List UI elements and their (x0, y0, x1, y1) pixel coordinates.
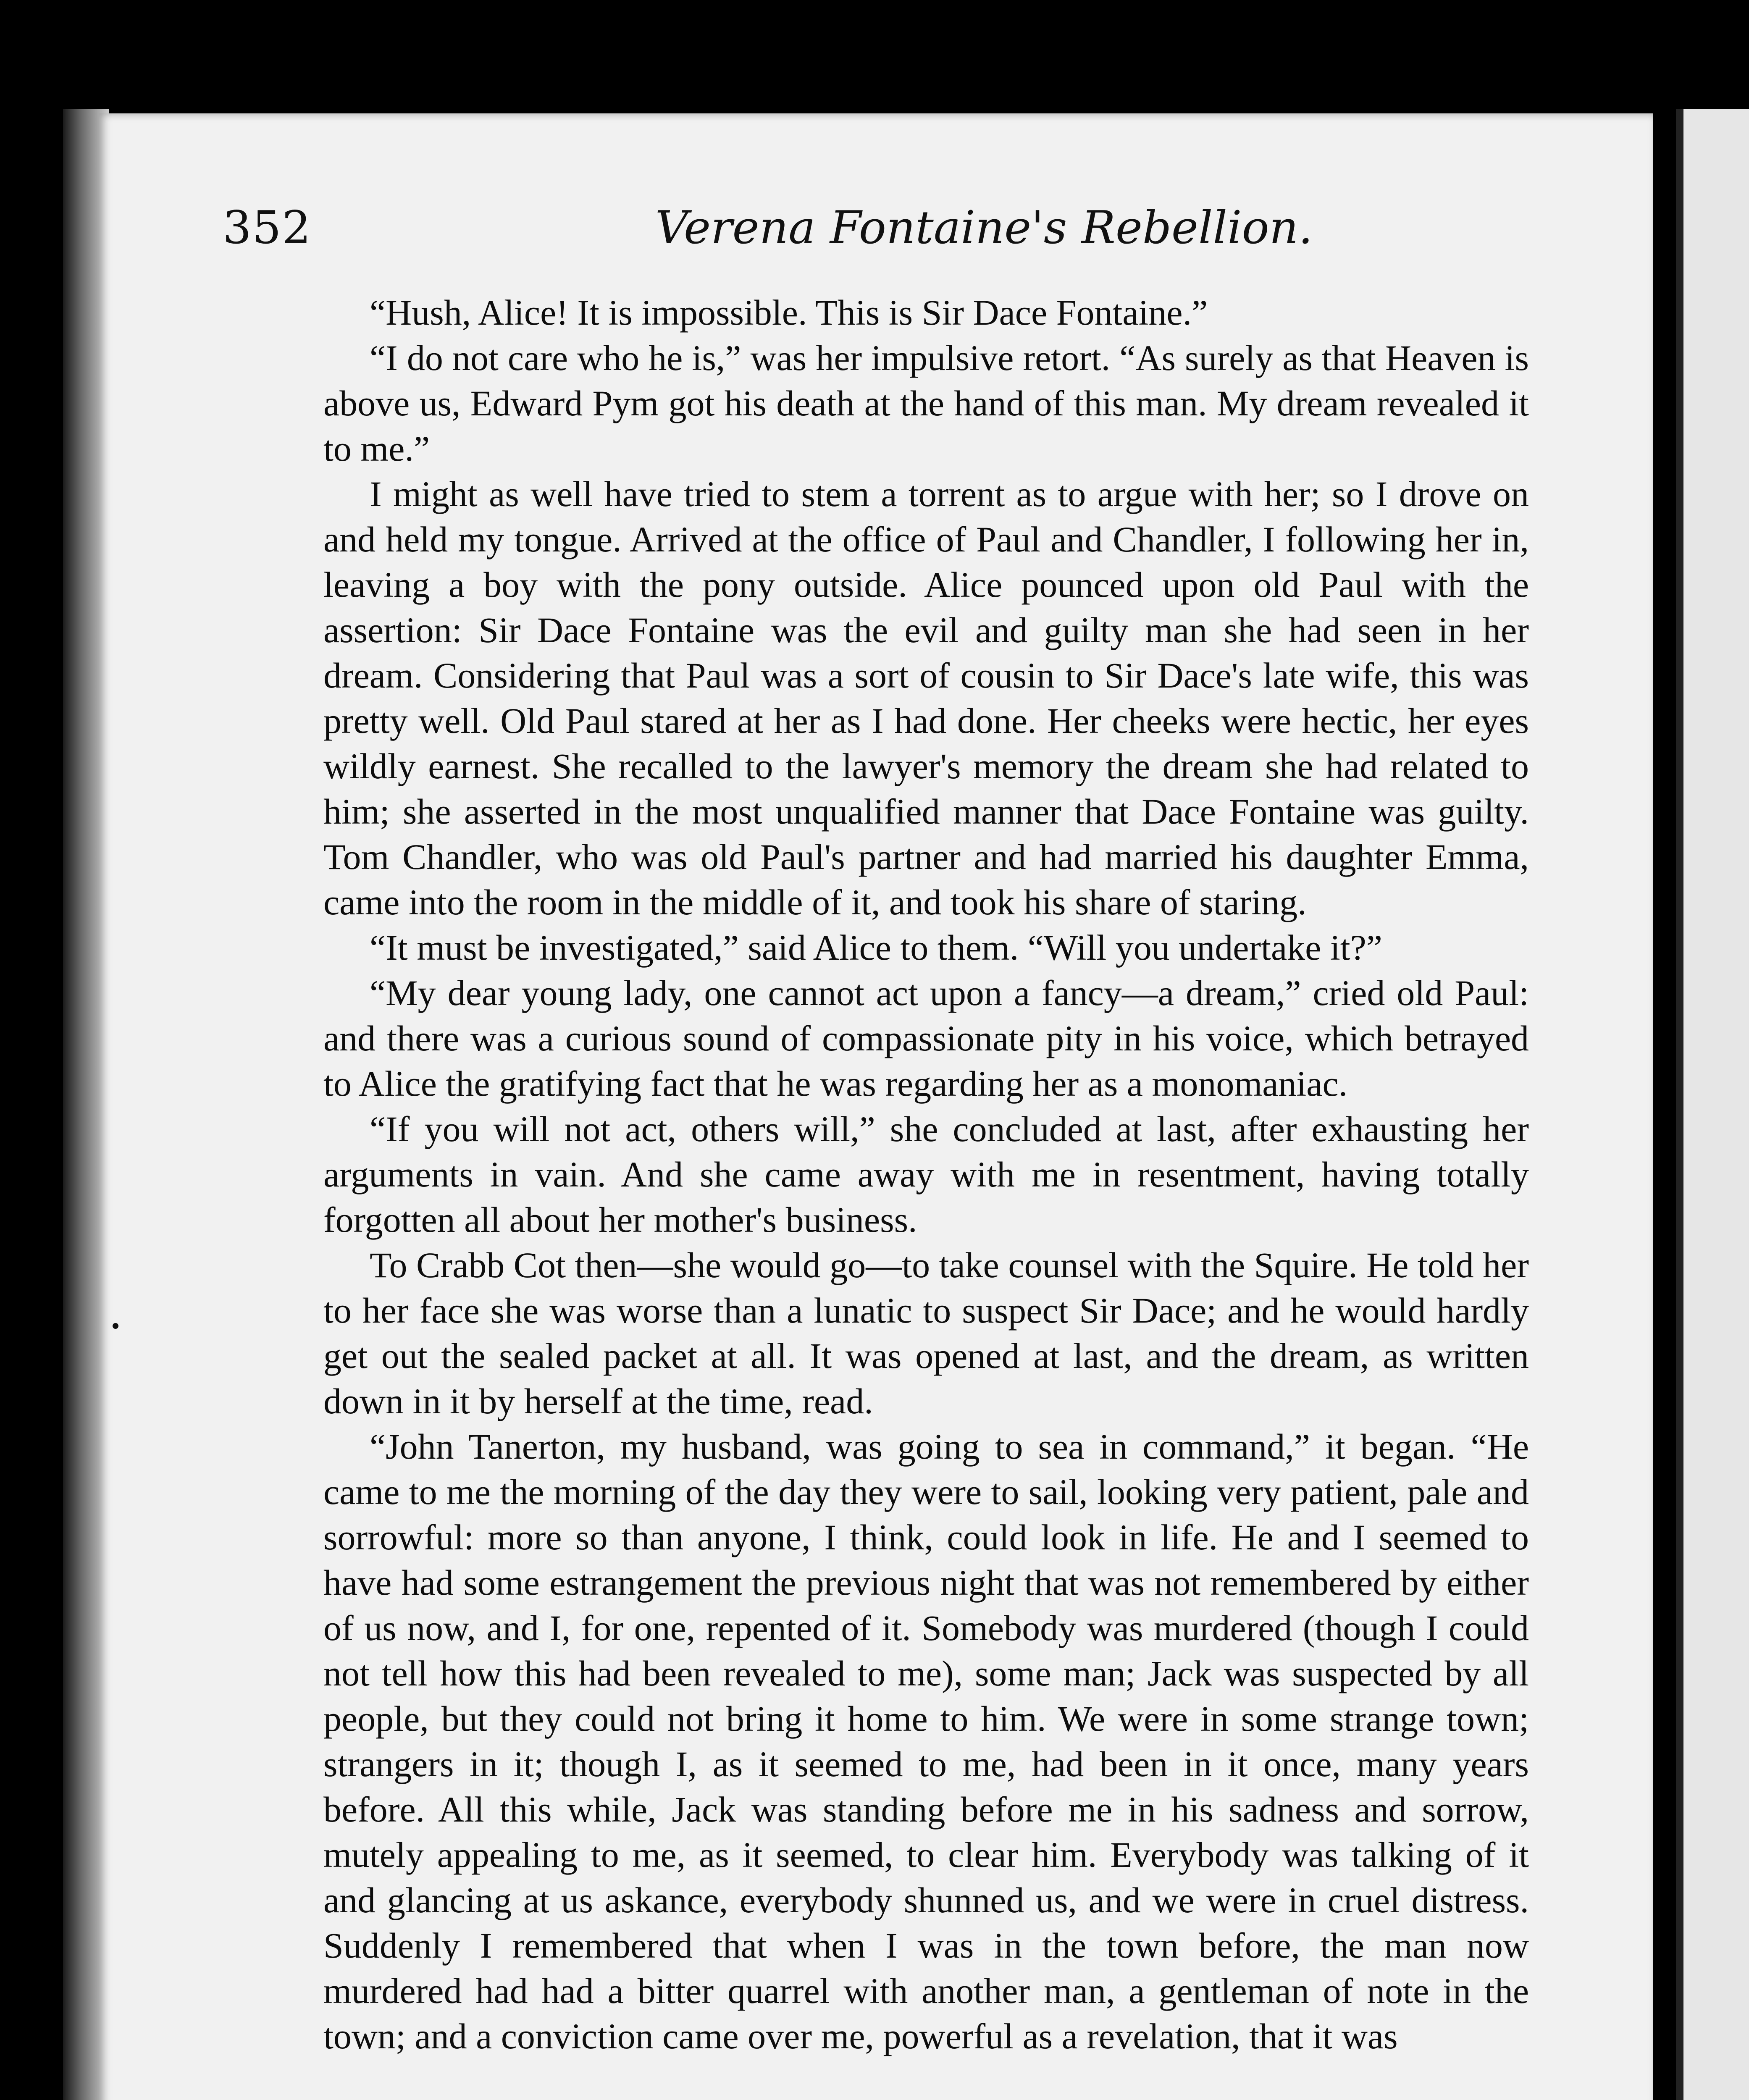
paragraph: To Crabb Cot then—she would go—to take counsel with the Squire. He told her to her face she was worse than a lunatic to suspect Sir Dace; and he would hardly get out the sealed packet at all. It was opened at last, and the dream, as written down in it by herself at the time, read. (323, 1245, 1529, 1421)
running-title: Verena Fontaine's Rebellion. (655, 202, 1313, 254)
paragraph: “My dear young lady, one cannot act upon a fancy—a dream,” cried old Paul: and there was a curious sound of compassionate pity in his voice, which betrayed to Alice the gratifying fact that he was regarding her as a monomaniac. (323, 973, 1529, 1104)
paragraph: “Hush, Alice! It is impossible. This is Sir Dace Fontaine.” (370, 292, 1208, 333)
facing-page-edge (1676, 109, 1749, 2100)
page-header (223, 193, 1588, 277)
paragraph: “I do not care who he is,” was her impulsive retort. “As surely as that Heaven is above us, Edward Pym got his death at the hand of this man. My dream revealed it to me.” (323, 338, 1529, 469)
paragraph: “If you will not act, others will,” she concluded at last, after exhausting her arguments in vain. And she came away with me in resentment, having totally forgotten all about her mother's business. (323, 1109, 1529, 1240)
body-text (323, 290, 1529, 2059)
paragraph: “It must be investigated,” said Alice to them. “Will you undertake it?” (370, 927, 1382, 968)
page-number: 352 (223, 202, 312, 254)
scan-speck (113, 1323, 118, 1329)
paragraph: I might as well have tried to stem a torrent as to argue with her; so I drove on and held my tongue. Arrived at the office of Paul and Chandler, I following her in, leaving a boy with the pony outside. Alice pounced upon old Paul with the assertion: Sir Dace Fontaine was the evil and guilty man she had seen in her dream. Considering that Paul was a sort of cousin to Sir Dace's late wife, this was pretty well. Old Paul stared at her as I had done. Her cheeks were hectic, her eyes wildly earnest. She recalled to the lawyer's memory the dream she had related to him; she asserted in the most unqualified manner that Dace Fontaine was guilty. Tom Chandler, who was old Paul's partner and had married his daughter Emma, came into the room in the middle of it, and took his share of staring. (323, 474, 1529, 922)
paragraph: “John Tanerton, my husband, was going to sea in command,” it began. “He came to me the morning of the day they were to sail, looking very patient, pale and sorrowful: more so than anyone, I think, could look in life. He and I seemed to have had some estrangement the previous night that was not remembered by either of us now, and I, for one, repented of it. Somebody was murdered (though I could not tell how this had been revealed to me), some man; Jack was suspected by all people, but they could not bring it home to him. We were in some strange town; strangers in it; though I, as it seemed to me, had been in it once, many years before. All this while, Jack was standing before me in his sadness and sorrow, mutely appealing to me, as it seemed, to clear him. Everybody was talking of it and glancing at us askance, everybody shunned us, and we were in cruel distress. Suddenly I remembered that when I was in the town before, the man now murdered had had a bitter quarrel with another man, a gentleman of note in the town; and a conviction came over me, powerful as a revelation, that it was (323, 1426, 1529, 2056)
